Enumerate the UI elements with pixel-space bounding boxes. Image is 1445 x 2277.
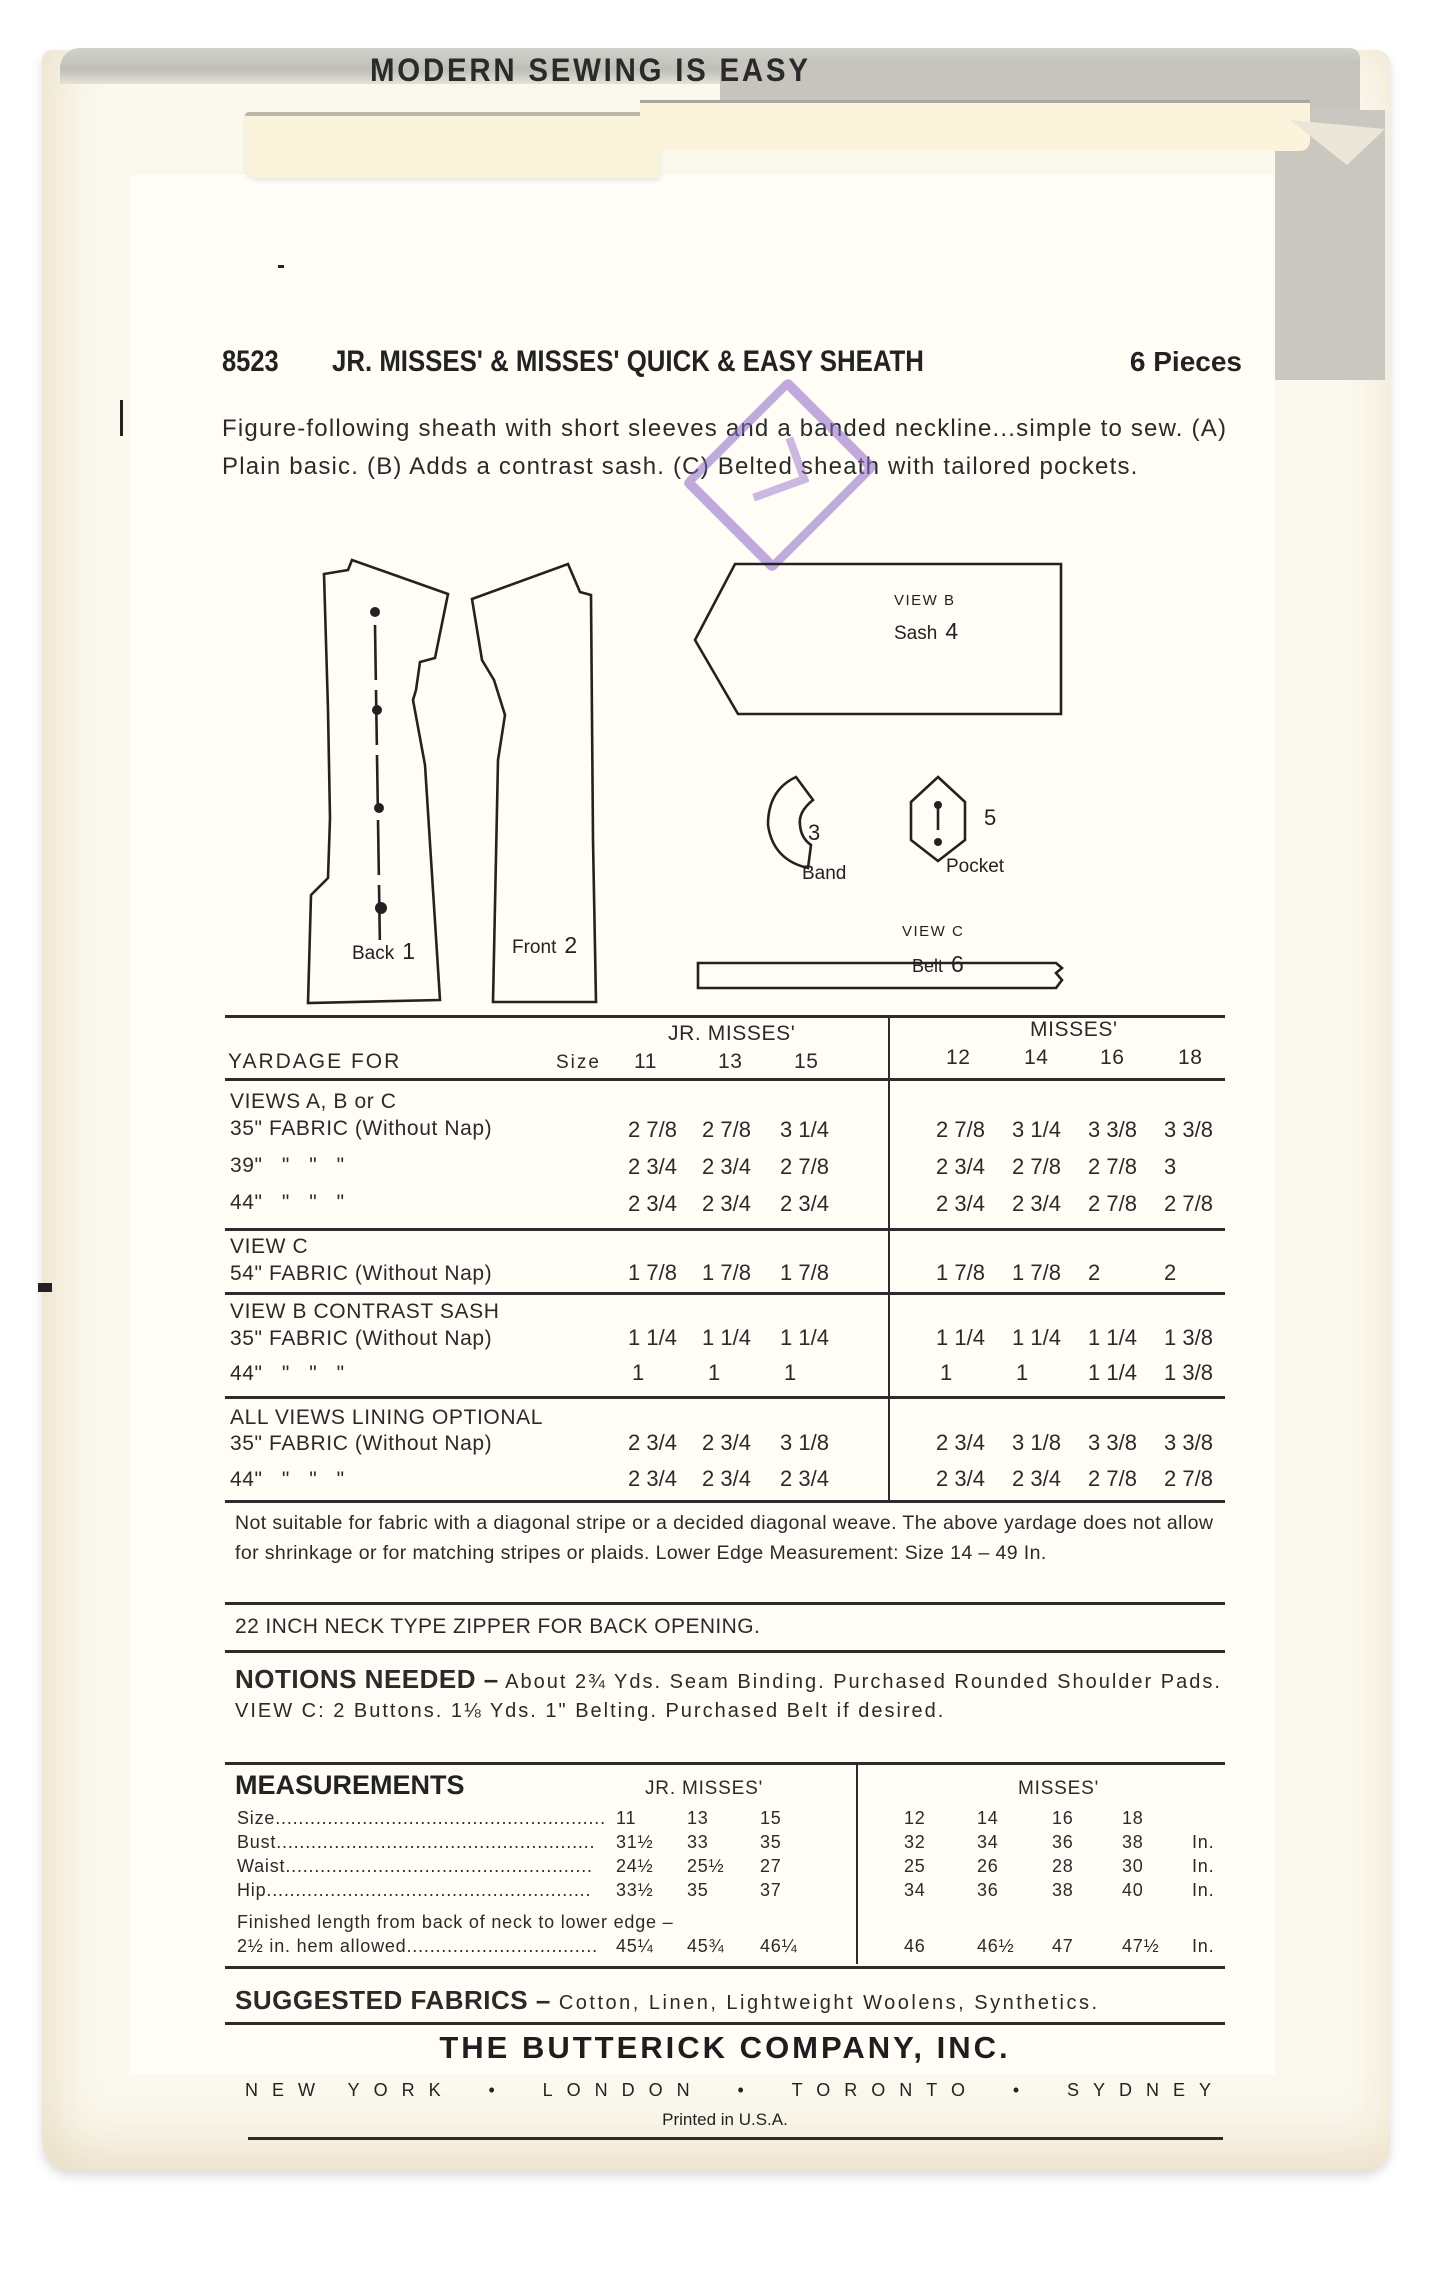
group-header-jr-misses: JR. MISSES' — [668, 1022, 796, 1045]
measure-cell: 47 — [1052, 1936, 1074, 1956]
yardage-cell: 2 7/8 — [702, 1117, 751, 1142]
yardage-cell: 2 7/8 — [1088, 1191, 1137, 1216]
piece-label-front — [512, 932, 577, 959]
unit-label: In. — [1192, 1832, 1215, 1852]
yardage-cell: 2 3/4 — [628, 1191, 677, 1216]
yardage-cell: 1 7/8 — [936, 1260, 985, 1285]
yardage-cell: 2 3/4 — [1012, 1191, 1061, 1216]
notions-heading: NOTIONS NEEDED – — [235, 1664, 499, 1694]
measure-cell: 25½ — [687, 1856, 725, 1876]
yardage-cell: 3 1/4 — [1012, 1117, 1061, 1142]
yardage-cell: 1 — [784, 1360, 797, 1385]
measure-label: Waist..................................................... — [237, 1856, 593, 1876]
piece-label-sash — [894, 618, 958, 645]
yardage-cell: 3 3/8 — [1164, 1430, 1213, 1455]
measure-cell: 32 — [904, 1832, 926, 1852]
measure-cell: 38 — [1052, 1880, 1074, 1900]
measure-cell: 36 — [1052, 1832, 1074, 1852]
yardage-cell: 2 7/8 — [1164, 1191, 1213, 1216]
yardage-cell: 1 — [708, 1360, 721, 1385]
suggested-fabrics-text: Cotton, Linen, Lightweight Woolens, Synthetics. — [558, 1992, 1100, 2014]
measure-cell: 25 — [904, 1856, 926, 1876]
section-rule — [225, 1966, 1225, 1969]
measure-cell: 36 — [977, 1880, 999, 1900]
measure-cell: 16 — [1052, 1808, 1074, 1828]
row-label: 39" " " " — [230, 1154, 345, 1177]
measure-cell: 34 — [904, 1880, 926, 1900]
yardage-cell: 2 3/4 — [702, 1191, 751, 1216]
measure-cell: 18 — [1122, 1808, 1144, 1828]
measure-cell: 35 — [760, 1832, 782, 1852]
yardage-cell: 2 3/4 — [702, 1466, 751, 1491]
bullet-separator: • — [737, 2080, 758, 2100]
yardage-cell: 3 1/8 — [780, 1430, 829, 1455]
yardage-cell: 1 7/8 — [702, 1260, 751, 1285]
pattern-title: JR. MISSES' & MISSES' QUICK & EASY SHEATH — [332, 345, 924, 378]
yardage-cell: 2 3/4 — [702, 1430, 751, 1455]
label-text: Size — [237, 1808, 276, 1828]
bullet-separator: • — [488, 2080, 509, 2100]
table-rule — [225, 1292, 1225, 1295]
table-rule — [225, 1396, 1225, 1399]
yardage-cell: 3 3/8 — [1164, 1117, 1213, 1142]
bullet-separator: • — [1012, 2080, 1034, 2100]
unit-label: In. — [1192, 1856, 1215, 1876]
yardage-cell: 2 7/8 — [1012, 1154, 1061, 1179]
yardage-cell: 1 7/8 — [780, 1260, 829, 1285]
measure-cell: 46 — [904, 1936, 926, 1956]
yardage-cell: 3 3/8 — [1088, 1430, 1137, 1455]
yardage-cell: 2 3/4 — [780, 1466, 829, 1491]
sash-view-label: VIEW B — [894, 592, 956, 609]
unit-label: In. — [1192, 1936, 1215, 1956]
yardage-cell: 2 3/4 — [936, 1191, 985, 1216]
yardage-cell: 2 3/4 — [628, 1466, 677, 1491]
measurements-divider — [856, 1764, 858, 1964]
zipper-note: 22 INCH NECK TYPE ZIPPER FOR BACK OPENING. — [235, 1615, 761, 1638]
piece-number: 1 — [402, 938, 416, 964]
yardage-cell: 1 3/8 — [1164, 1360, 1213, 1385]
edge-mark — [278, 265, 284, 268]
piece-number: 4 — [945, 618, 959, 644]
suggested-fabrics — [235, 1985, 1235, 2016]
measure-cell: 34 — [977, 1832, 999, 1852]
yardage-cell: 1 — [940, 1360, 953, 1385]
yardage-cell: 2 3/4 — [936, 1154, 985, 1179]
size-header: 18 — [1178, 1046, 1203, 1069]
piece-name: Back — [352, 943, 395, 964]
yardage-cell: 2 — [1088, 1260, 1101, 1285]
measurements-heading: MEASUREMENTS — [235, 1770, 465, 1800]
unit-label: In. — [1192, 1880, 1215, 1900]
yardage-cell: 2 7/8 — [780, 1154, 829, 1179]
size-header: 13 — [718, 1050, 743, 1073]
yardage-cell: 2 3/4 — [628, 1154, 677, 1179]
yardage-cell: 2 7/8 — [1088, 1466, 1137, 1491]
section-rule — [225, 2022, 1225, 2025]
yardage-cell: 2 3/4 — [702, 1154, 751, 1179]
section-title: VIEWS A, B or C — [230, 1090, 397, 1113]
measure-cell: 33½ — [616, 1880, 654, 1900]
yardage-cell: 1 1/4 — [1088, 1325, 1137, 1350]
yardage-cell: 2 7/8 — [1088, 1154, 1137, 1179]
pattern-number: 8523 — [222, 345, 279, 378]
measure-cell: 31½ — [616, 1832, 654, 1852]
section-title: VIEW B CONTRAST SASH — [230, 1300, 500, 1323]
edge-mark — [38, 1283, 52, 1292]
measure-label: Size......................................................... — [237, 1808, 606, 1828]
row-label: 44" " " " — [230, 1191, 345, 1214]
table-rule — [225, 1228, 1225, 1231]
yardage-cell: 1 1/4 — [780, 1325, 829, 1350]
band-number: 3 — [808, 820, 821, 845]
banner-title: MODERN SEWING IS EASY — [370, 52, 811, 88]
measure-cell: 38 — [1122, 1832, 1144, 1852]
measure-cell: 26 — [977, 1856, 999, 1876]
notions-text: About 2¾ Yds. Seam Binding. Purchased Rounded Shoulder Pads. VIEW C: 2 Buttons. 1⅛ Yds. 1" Belting. Purchased Belt if desired. — [235, 1671, 1222, 1722]
table-rule — [225, 1500, 1225, 1503]
envelope-tab-right — [640, 100, 1310, 151]
measurements-group-jr: JR. MISSES' — [645, 1778, 764, 1799]
sash-piece-outline — [695, 564, 1061, 714]
size-header: 16 — [1100, 1046, 1125, 1069]
measure-cell: 24½ — [616, 1856, 654, 1876]
table-rule — [225, 1078, 1225, 1081]
fabric-note: Not suitable for fabric with a diagonal stripe or a decided diagonal weave. The above yardage does not allow for shrinkage or for matching stripes or plaids. Lower Edge Measurement: Size 14 – 49 In. — [235, 1512, 1214, 1564]
piece-name: Sash — [894, 623, 938, 644]
section-title: ALL VIEWS LINING OPTIONAL — [230, 1406, 543, 1429]
measure-cell: 27 — [760, 1856, 782, 1876]
piece-name: Belt — [912, 956, 944, 976]
measure-cell: 14 — [977, 1808, 999, 1828]
yardage-cell: 2 3/4 — [936, 1430, 985, 1455]
measure-cell: 46¼ — [760, 1936, 798, 1956]
yardage-cell: 1 7/8 — [628, 1260, 677, 1285]
measure-cell: 45¾ — [687, 1936, 725, 1956]
label-text: Bust — [237, 1832, 277, 1852]
suggested-fabrics-heading: SUGGESTED FABRICS – — [235, 1985, 551, 2015]
yardage-cell: 2 7/8 — [628, 1117, 677, 1142]
yardage-cell: 1 3/8 — [1164, 1325, 1213, 1350]
size-header: 14 — [1024, 1046, 1049, 1069]
yardage-cell: 2 7/8 — [1164, 1466, 1213, 1491]
yardage-cell: 1 — [1016, 1360, 1029, 1385]
measure-cell: 28 — [1052, 1856, 1074, 1876]
yardage-cell: 1 7/8 — [1012, 1260, 1061, 1285]
edge-mark — [120, 400, 123, 436]
section-rule — [225, 1602, 1225, 1605]
company-cities — [245, 2080, 1225, 2101]
measure-cell: 47½ — [1122, 1936, 1160, 1956]
measure-label: Bust....................................................... — [237, 1832, 596, 1852]
pieces-count: 6 Pieces — [1129, 346, 1242, 377]
row-label: 35" FABRIC (Without Nap) — [230, 1117, 493, 1140]
size-header: 15 — [794, 1050, 819, 1073]
section-rule — [225, 1762, 1225, 1765]
size-header: 12 — [946, 1046, 971, 1069]
row-label: 54" FABRIC (Without Nap) — [230, 1262, 493, 1285]
measure-cell: 11 — [616, 1808, 637, 1828]
band-piece-outline — [768, 777, 813, 868]
notions-block — [235, 1665, 1225, 1726]
measure-cell: 37 — [760, 1880, 782, 1900]
belt-piece-outline — [698, 963, 1062, 988]
row-label: 35" FABRIC (Without Nap) — [230, 1432, 493, 1455]
yardage-cell: 3 — [1164, 1154, 1177, 1179]
city: NEW YORK — [245, 2080, 455, 2100]
finished-length-label: Finished length from back of neck to lower edge – — [237, 1912, 674, 1932]
pocket-number: 5 — [984, 805, 997, 830]
yardage-cell: 1 — [632, 1360, 645, 1385]
yardage-cell: 1 1/4 — [1088, 1360, 1137, 1385]
company-name: THE BUTTERICK COMPANY, INC. — [439, 2030, 1011, 2065]
measurements-group-misses: MISSES' — [1018, 1778, 1100, 1799]
yardage-cell: 1 1/4 — [1012, 1325, 1061, 1350]
yardage-cell: 3 1/4 — [780, 1117, 829, 1142]
row-label: 44" " " " — [230, 1362, 345, 1385]
piece-number: 2 — [564, 932, 578, 958]
yardage-cell: 1 1/4 — [628, 1325, 677, 1350]
yardage-heading: YARDAGE FOR — [228, 1050, 402, 1073]
table-column-divider — [888, 1017, 890, 1502]
size-label: Size — [556, 1052, 601, 1073]
section-title: VIEW C — [230, 1235, 309, 1258]
size-header: 11 — [634, 1050, 657, 1073]
yardage-cell: 2 7/8 — [936, 1117, 985, 1142]
belt-view-label: VIEW C — [902, 923, 965, 940]
measure-cell: 33 — [687, 1832, 709, 1852]
city: TORONTO — [791, 2080, 979, 2100]
printed-in: Printed in U.S.A. — [662, 2110, 788, 2129]
envelope-tab-left — [245, 112, 660, 178]
piece-name: Front — [512, 937, 557, 958]
yardage-cell: 1 1/4 — [702, 1325, 751, 1350]
row-label: 44" " " " — [230, 1468, 345, 1491]
measure-label: Hip........................................................ — [237, 1880, 592, 1900]
yardage-cell: 3 1/8 — [1012, 1430, 1061, 1455]
label-text: Hip — [237, 1880, 267, 1900]
yardage-cell: 2 — [1164, 1260, 1177, 1285]
pattern-title-row — [222, 345, 1242, 379]
measure-cell: 35 — [687, 1880, 709, 1900]
city: LONDON — [542, 2080, 704, 2100]
piece-label-belt — [912, 951, 964, 978]
piece-label-back — [352, 938, 415, 965]
label-text: 2½ in. hem allowed — [237, 1936, 407, 1956]
measure-cell: 12 — [904, 1808, 926, 1828]
yardage-cell: 2 3/4 — [780, 1191, 829, 1216]
yardage-cell: 2 3/4 — [1012, 1466, 1061, 1491]
piece-number: 6 — [951, 951, 964, 977]
group-header-misses: MISSES' — [1030, 1018, 1118, 1041]
measure-cell: 40 — [1122, 1880, 1144, 1900]
label-text: Waist — [237, 1856, 286, 1876]
piece-label-band: Band — [802, 863, 847, 884]
yardage-cell: 1 1/4 — [936, 1325, 985, 1350]
measure-cell: 30 — [1122, 1856, 1144, 1876]
yardage-cell: 2 3/4 — [628, 1430, 677, 1455]
pattern-description: Figure-following sheath with short sleeves and a banded neckline...simple to sew. (A) Plain basic. (B) Adds a contrast sash. (C) Belted sheath with tailored pockets. — [222, 415, 1228, 480]
yardage-cell: 2 3/4 — [936, 1466, 985, 1491]
row-label: 35" FABRIC (Without Nap) — [230, 1327, 493, 1350]
measure-cell: 46½ — [977, 1936, 1015, 1956]
measure-cell: 45¼ — [616, 1936, 654, 1956]
city: SYDNEY — [1066, 2080, 1225, 2100]
footer-rule — [248, 2137, 1223, 2140]
measure-cell: 13 — [687, 1808, 709, 1828]
finished-length-label-2: 2½ in. hem allowed................................. — [237, 1936, 598, 1956]
section-rule — [225, 1650, 1225, 1653]
yardage-cell: 3 3/8 — [1088, 1117, 1137, 1142]
piece-label-pocket: Pocket — [946, 856, 1005, 877]
measure-cell: 15 — [760, 1808, 782, 1828]
